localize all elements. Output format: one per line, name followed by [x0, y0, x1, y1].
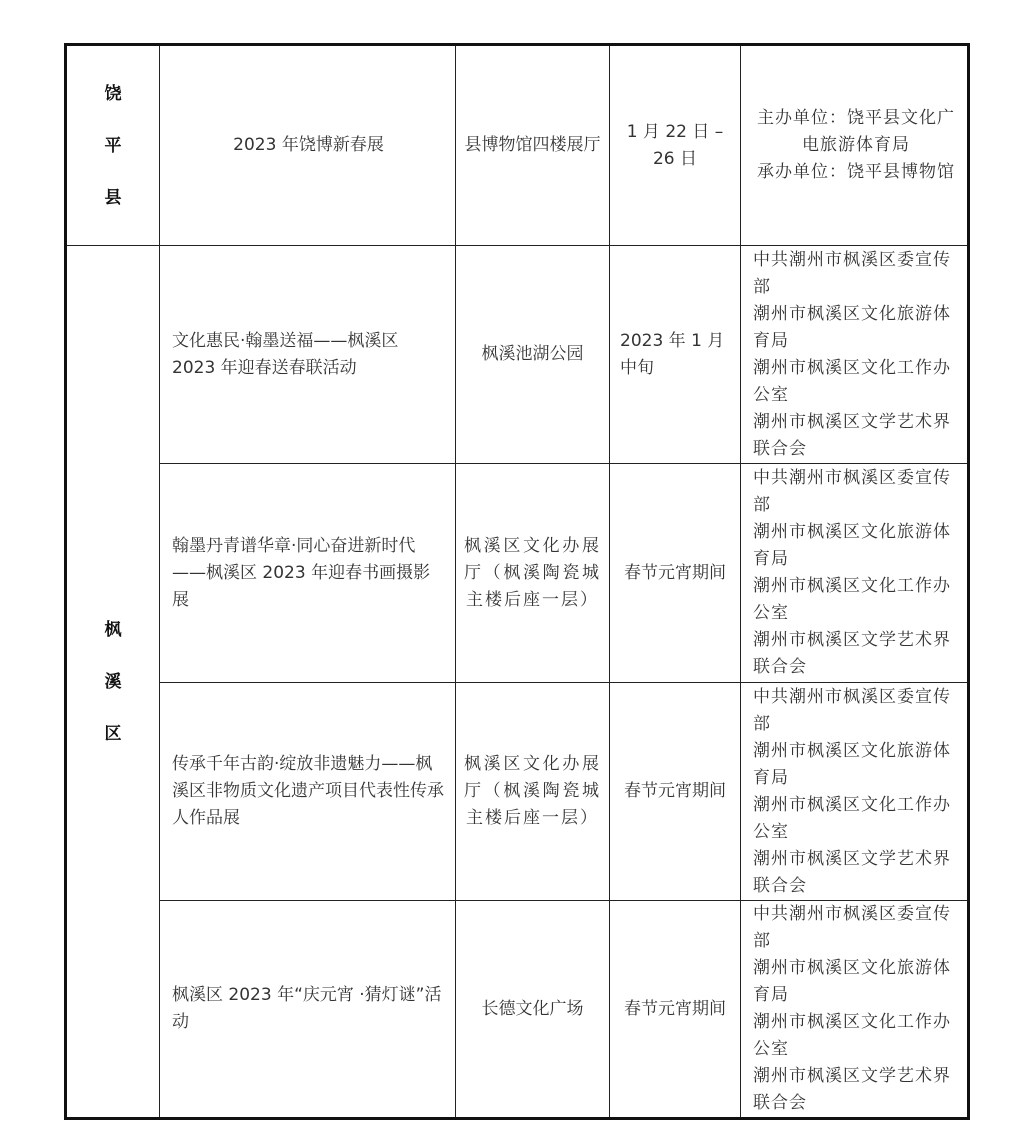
- event-time-cell: [610, 901, 741, 1119]
- org-line: 潮州市枫溪区文化旅游体育局: [753, 740, 951, 788]
- org-line: 中共潮州市枫溪区委宣传部: [753, 249, 951, 297]
- event-name-cell: [160, 246, 456, 464]
- county-name: 枫溪区: [104, 619, 122, 744]
- event-time: 春节元宵期间: [624, 781, 726, 801]
- org-line: 潮州市枫溪区文学艺术界联合会: [753, 848, 951, 896]
- org-line: 潮州市枫溪区文学艺术界联合会: [753, 411, 951, 459]
- org-line: 潮州市枫溪区文化工作办公室: [753, 576, 951, 623]
- event-time: 春节元宵期间: [624, 562, 726, 583]
- org-line: 潮州市枫溪区文化工作办公室: [753, 1012, 951, 1059]
- table-row-fengxi-4: [66, 901, 969, 1119]
- event-org-cell: [741, 45, 969, 246]
- table-row-raoping: [66, 45, 969, 246]
- org-line: 潮州市枫溪区文化旅游体育局: [753, 958, 951, 1005]
- table-row-fengxi-1: [66, 246, 969, 464]
- event-place: 枫溪区文化办展厅（枫溪陶瓷城主楼后座一层）: [464, 754, 601, 828]
- event-time-cell: [610, 464, 741, 683]
- org-line: 潮州市枫溪区文学艺术界联合会: [753, 1066, 951, 1113]
- event-time-cell: [610, 45, 741, 246]
- event-time: 2023 年 1 月中旬: [620, 330, 725, 378]
- county-cell-raoping: [66, 45, 160, 246]
- event-org-cell: [741, 464, 969, 683]
- event-name: 翰墨丹青谱华章·同心奋进新时代——枫溪区 2023 年迎春书画摄影展: [172, 535, 431, 610]
- event-place: 枫溪区文化办展厅（枫溪陶瓷城主楼后座一层）: [464, 535, 601, 610]
- org-line: 潮州市枫溪区文化工作办公室: [753, 357, 951, 405]
- event-place: 枫溪池湖公园: [481, 344, 584, 364]
- event-name: 传承千年古韵·绽放非遗魅力——枫溪区非物质文化遗产项目代表性传承人作品展: [172, 754, 444, 828]
- org-line: 潮州市枫溪区文化旅游体育局: [753, 522, 951, 569]
- org-line: 中共潮州市枫溪区委宣传部: [753, 904, 951, 951]
- event-place: 县博物馆四楼展厅: [464, 135, 601, 155]
- event-time-cell: [610, 246, 741, 464]
- event-name: 文化惠民·翰墨送福——枫溪区 2023 年迎春送春联活动: [172, 330, 399, 378]
- events-table: [64, 43, 970, 1120]
- event-name: 枫溪区 2023 年“庆元宵 ·猜灯谜”活动: [172, 985, 442, 1032]
- org-line: 主办单位：饶平县文化广电旅游体育局: [757, 108, 955, 155]
- table-row-fengxi-2: [66, 464, 969, 683]
- event-place-cell: [456, 45, 610, 246]
- event-name: 2023 年饶博新春展: [233, 135, 384, 155]
- event-org-cell: [741, 901, 969, 1119]
- event-place: 长德文化广场: [481, 998, 584, 1019]
- county-cell-fengxi: [66, 246, 160, 1119]
- event-name-cell: [160, 683, 456, 901]
- org-line: 潮州市枫溪区文化工作办公室: [753, 794, 951, 842]
- table-row-fengxi-3: [66, 683, 969, 901]
- event-time: 1 月 22 日 –26 日: [626, 121, 724, 169]
- org-line: 潮州市枫溪区文化旅游体育局: [753, 303, 951, 351]
- event-org-cell: [741, 683, 969, 901]
- event-org-cell: [741, 246, 969, 464]
- event-name-cell: [160, 464, 456, 683]
- event-name-cell: [160, 901, 456, 1119]
- event-place-cell: [456, 246, 610, 464]
- county-name: 饶平县: [104, 83, 122, 208]
- event-place-cell: [456, 683, 610, 901]
- org-line: 中共潮州市枫溪区委宣传部: [753, 468, 951, 515]
- org-line: 中共潮州市枫溪区委宣传部: [753, 686, 951, 734]
- event-time-cell: [610, 683, 741, 901]
- org-line: 承办单位：饶平县博物馆: [757, 162, 955, 182]
- event-time: 春节元宵期间: [624, 998, 726, 1019]
- event-name-cell: [160, 45, 456, 246]
- event-place-cell: [456, 464, 610, 683]
- event-place-cell: [456, 901, 610, 1119]
- org-line: 潮州市枫溪区文学艺术界联合会: [753, 630, 951, 677]
